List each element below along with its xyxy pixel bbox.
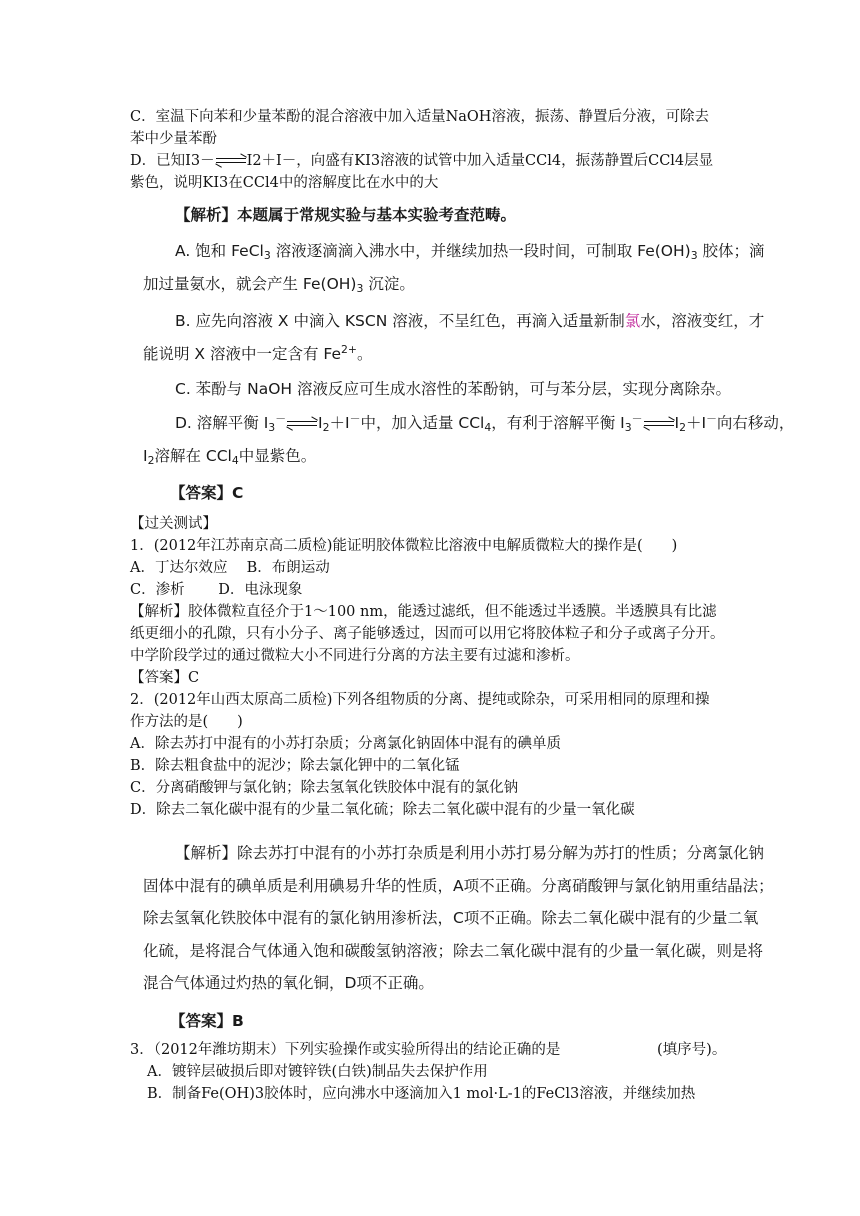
question-3: 3．（2012年潍坊期末）下列实验操作或实验所得出的结论正确的是 bbox=[130, 1042, 561, 1058]
analysis-title: 【解析】本题属于常规实验与基本实验考查范畴。 bbox=[175, 206, 517, 224]
text-d10: 溶解在 CCl bbox=[154, 447, 232, 465]
text-b4: 。 bbox=[357, 345, 373, 363]
text-d4: 中，加入适量 CCl bbox=[360, 414, 485, 432]
option-d-line1 bbox=[130, 150, 713, 172]
question-1-answer: 【答案】C bbox=[130, 670, 200, 686]
question-1-explain-1: 【解析】胶体微粒直径介于1～100 nm，能透过滤纸，但不能透过半透膜。半透膜具有比滤 bbox=[130, 604, 717, 620]
question-2-option-d: D．除去二氧化碳中混有的少量二氧化硫；除去二氧化碳中混有的少量一氧化碳 bbox=[130, 802, 635, 818]
analysis-b-line1 bbox=[175, 309, 764, 331]
question-2-option-c: C．分离硝酸钾与氯化钠；除去氢氧化铁胶体中混有的氯化钠 bbox=[130, 780, 519, 796]
text-d9: I bbox=[143, 447, 148, 465]
option-d-line2: 紫色，说明KI3在CCl4中的溶解度比在水中的大 bbox=[130, 175, 439, 191]
question-2-option-a: A．除去苏打中混有的小苏打杂质；分离氯化钠固体中混有的碘单质 bbox=[130, 736, 561, 752]
analysis-d-line1 bbox=[175, 411, 794, 434]
question-1-explain-2: 纸更细小的孔隙，只有小分子、离子能够透过，因而可以用它将胶体粒子和分子或离子分开。 bbox=[130, 626, 725, 642]
answer-2: 【答案】B bbox=[170, 1012, 244, 1030]
sup-minus: － bbox=[275, 412, 287, 425]
section-heading: 【过关测试】 bbox=[130, 516, 217, 532]
reversible-arrow-icon bbox=[644, 420, 674, 428]
sup-minus: － bbox=[631, 412, 643, 425]
question-1-options-cd: C．渗析 D．电泳现象 bbox=[130, 582, 303, 598]
question-1-explain-3: 中学阶段学过的通过微粒大小不同进行分离的方法主要有过滤和渗析。 bbox=[130, 648, 580, 664]
question-2-cont: 作方法的是( ) bbox=[130, 714, 243, 730]
analysis-a-line1 bbox=[175, 239, 765, 262]
sub-2: 2 bbox=[679, 421, 686, 434]
sup-minus: － bbox=[706, 412, 717, 425]
question-2-option-b: B．除去粗食盐中的泥沙；除去氯化钾中的二氧化锰 bbox=[130, 758, 460, 774]
text-d2: I bbox=[318, 414, 323, 432]
sub-2: 2 bbox=[322, 421, 330, 434]
text-d1: D. 溶解平衡 I bbox=[175, 414, 269, 432]
question-2: 2．(2012年山西太原高二质检)下列各组物质的分离、提纯或除杂，可采用相同的原理和操 bbox=[130, 692, 710, 708]
sup-2plus: 2+ bbox=[341, 343, 358, 356]
text-b2: 水，溶液变红，才 bbox=[640, 312, 765, 330]
text-d11: 中显紫色。 bbox=[238, 447, 317, 465]
question-3-option-b: B．制备Fe(OH)3胶体时，应向沸水中逐滴加入1 mol·L-1的FeCl3溶液，并继续加热 bbox=[147, 1086, 696, 1102]
sub-3: 3 bbox=[356, 282, 364, 295]
sub-4: 4 bbox=[231, 454, 239, 467]
answer-1: 【答案】C bbox=[170, 484, 244, 502]
sub-3: 3 bbox=[624, 421, 632, 434]
question-1-options-ab: A．丁达尔效应 B．布朗运动 bbox=[130, 560, 330, 576]
analysis-c: C. 苯酚与 NaOH 溶液反应可生成水溶性的苯酚钠，可与苯分层，实现分离除杂。 bbox=[175, 380, 731, 398]
analysis-a-line2 bbox=[143, 272, 415, 295]
sub-4: 4 bbox=[484, 421, 492, 434]
reversible-arrow-icon bbox=[287, 420, 317, 428]
text-b3: 能说明 X 溶液中一定含有 Fe bbox=[143, 345, 342, 363]
analysis-b-line2 bbox=[143, 342, 373, 364]
analysis2-line5: 混合气体通过灼热的氧化铜，D项不正确。 bbox=[143, 974, 434, 992]
reversible-arrow-icon bbox=[216, 157, 246, 165]
sub-3: 3 bbox=[690, 249, 698, 262]
analysis2-line1: 【解析】除去苏打中混有的小苏打杂质是利用小苏打易分解为苏打的性质；分离氯化钠 bbox=[175, 844, 765, 862]
text-d6: I bbox=[674, 414, 680, 432]
analysis2-line2: 固体中混有的碘单质是利用碘易升华的性质，A项不正确。分离硝酸钾与氯化钠用重结晶法； bbox=[143, 877, 774, 895]
text-d5: ，有利于溶解平衡 I bbox=[491, 414, 625, 432]
text-d3: ＋I bbox=[329, 414, 350, 432]
analysis2-line4: 化硫，是将混合气体通入饱和碳酸氢钠溶液；除去二氧化碳中混有的少量一氧化碳，则是将 bbox=[143, 942, 764, 960]
text-b1: B. 应先向溶液 X 中滴入 KSCN 溶液，不呈红色，再滴入适量新制 bbox=[175, 312, 625, 330]
text-d8: 向右移动， bbox=[716, 414, 795, 432]
text-a2: 溶液逐滴滴入沸水中，并继续加热一段时间，可制取 Fe(OH) bbox=[270, 242, 691, 260]
analysis2-line3: 除去氢氧化铁胶体中混有的氯化钠用渗析法，C项不正确。除去二氧化碳中混有的少量二氧 bbox=[143, 909, 759, 927]
option-d-rest: I2＋I－，向盛有KI3溶液的试管中加入适量CCl4，振荡静置后CCl4层显 bbox=[246, 153, 714, 169]
text-a5: 沉淀。 bbox=[363, 275, 415, 293]
text-a4: 加过量氨水，就会产生 Fe(OH) bbox=[143, 275, 357, 293]
sup-minus: － bbox=[349, 412, 361, 425]
question-1: 1．(2012年江苏南京高二质检)能证明胶体微粒比溶液中电解质微粒大的操作是( ) bbox=[130, 538, 678, 554]
text-a1: A. 饱和 FeCl bbox=[175, 242, 264, 260]
text-d7: ＋I bbox=[685, 414, 707, 432]
highlight-chlorine: 氯 bbox=[624, 312, 641, 330]
question-3-fill: (填序号)。 bbox=[657, 1042, 727, 1058]
question-3-option-a: A．镀锌层破损后即对镀锌铁(白铁)制品失去保护作用 bbox=[147, 1064, 488, 1080]
sub-3: 3 bbox=[263, 249, 271, 262]
sub-2: 2 bbox=[147, 454, 155, 467]
option-d-prefix: D．已知I3－ bbox=[130, 153, 215, 169]
text-a3: 胶体；滴 bbox=[697, 242, 765, 260]
sub-3: 3 bbox=[268, 421, 276, 434]
option-c-line2: 苯中少量苯酚 bbox=[130, 131, 217, 147]
analysis-d-line2 bbox=[143, 444, 316, 467]
option-c-line1: C．室温下向苯和少量苯酚的混合溶液中加入适量NaOH溶液，振荡、静置后分液，可除去 bbox=[130, 109, 709, 125]
